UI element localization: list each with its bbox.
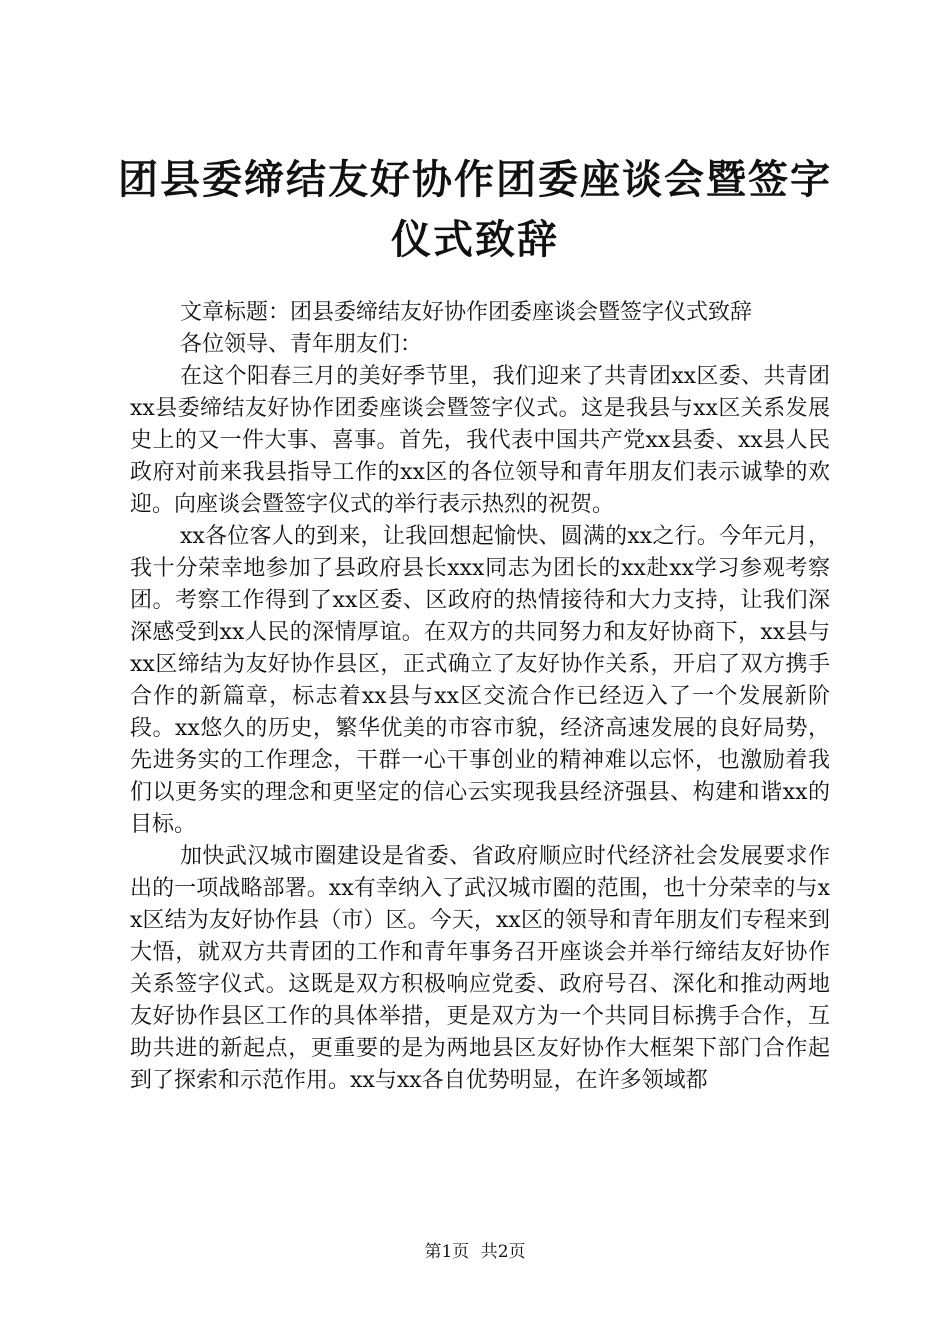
page-number: 第1页 <box>424 1242 470 1262</box>
paragraph-wuhan-circle: 加快武汉城市圈建设是省委、省政府顺应时代经济社会发展要求作出的一项战略部署。xx有幸纳入了武汉城市圈的范围，也十分荣幸的与xx区结为友好协作县（市）区。今天，xx区的领导和青年朋友们专程来到大悟，就双方共青团的工作和青年事务召开座谈会并举行缔结友好协作关系签字仪式。这既是双方积极响应党委、政府号召、深化和推动两地友好协作县区工作的具体举措，更是双方为一个共同目标携手合作，互助共进的新起点，更重要的是为两地县区友好协作大框架下部门合作起到了探索和示范作用。xx与xx各自优势明显，在许多领域都 <box>130 844 830 1093</box>
paragraph-recollection: xx各位客人的到来，让我回想起愉快、圆满的xx之行。今年元月，我十分荣幸地参加了县政府县长xxx同志为团长的xx赴xx学习参观考察团。考察工作得到了xx区委、区政府的热情接待和大力支持，让我们深深感受到xx人民的深情厚谊。在双方的共同努力和友好协商下，xx县与xx区缔结为友好协作县区，正式确立了友好协作关系，开启了双方携手合作的新篇章，标志着xx县与xx区交流合作已经迈入了一个发展新阶段。xx悠久的历史，繁华优美的市容市貌，经济高速发展的良好局势，先进务实的工作理念，干群一心干事创业的精神难以忘怀，也激励着我们以更务实的理念和更坚定的信心云实现我县经济强县、构建和谐xx的目标。 <box>130 524 830 837</box>
document-body <box>130 297 830 1097</box>
paragraph-salutation: 各位领导、青年朋友们： <box>180 332 423 357</box>
document-title: 团县委缔结友好协作团委座谈会暨签字仪式致辞 <box>118 157 832 263</box>
paragraph-article-title: 文章标题：团县委缔结友好协作团委座谈会暨签字仪式致辞 <box>180 300 753 325</box>
page-footer <box>0 1240 950 1264</box>
paragraph-welcome: 在这个阳春三月的美好季节里，我们迎来了共青团xx区委、共青团xx县委缔结友好协作团委座谈会暨签字仪式。这是我县与xx区关系发展史上的又一件大事、喜事。首先，我代表中国共产党xx县委、xx县人民政府对前来我县指导工作的xx区的各位领导和青年朋友们表示诚挚的欢迎。向座谈会暨签字仪式的举行表示热烈的祝贺。 <box>130 364 830 517</box>
page-total: 共2页 <box>480 1242 526 1262</box>
